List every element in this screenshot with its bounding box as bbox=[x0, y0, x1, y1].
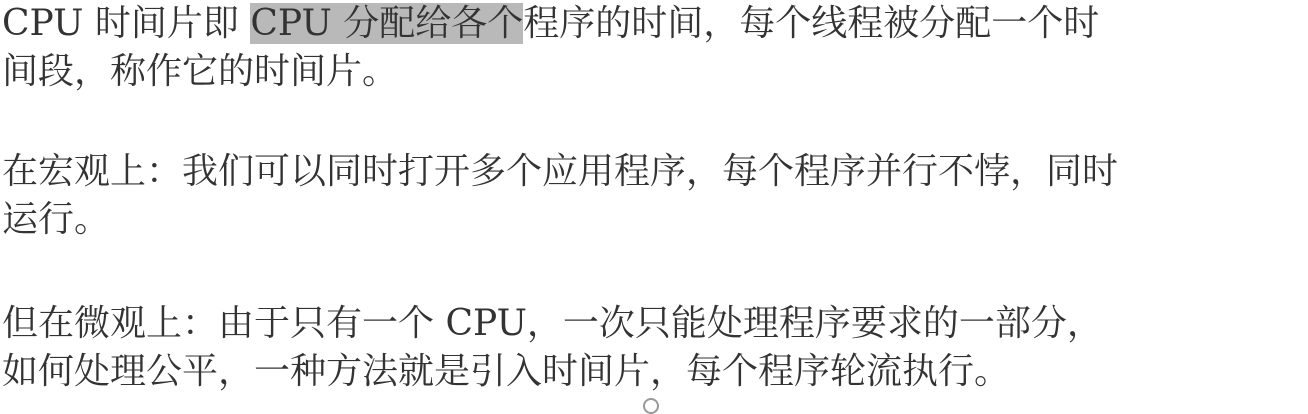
paragraph-line: 在宏观上：我们可以同时打开多个应用程序，每个程序并行不悖，同时 bbox=[2, 151, 1119, 192]
text-run: 程序的时间，每个线程被分配一个时 bbox=[523, 3, 1100, 44]
paragraph-line: 间段，称作它的时间片。 bbox=[2, 51, 399, 92]
text-run: CPU 时间片即 bbox=[2, 3, 251, 44]
paragraph-cpu-time-slice bbox=[2, 0, 1099, 96]
paragraph-micro-view bbox=[2, 300, 1103, 396]
selected-text[interactable]: CPU 分配给各个 bbox=[250, 3, 524, 44]
paragraph-line: 但在微观上：由于只有一个 CPU，一次只能处理程序要求的一部分， bbox=[2, 303, 1103, 344]
paragraph-line bbox=[2, 0, 1099, 48]
paragraph-line: 如何处理公平，一种方法就是引入时间片，每个程序轮流执行。 bbox=[2, 351, 1011, 392]
paragraph-line: 运行。 bbox=[2, 199, 111, 240]
paragraph-macro-view bbox=[2, 148, 1118, 244]
